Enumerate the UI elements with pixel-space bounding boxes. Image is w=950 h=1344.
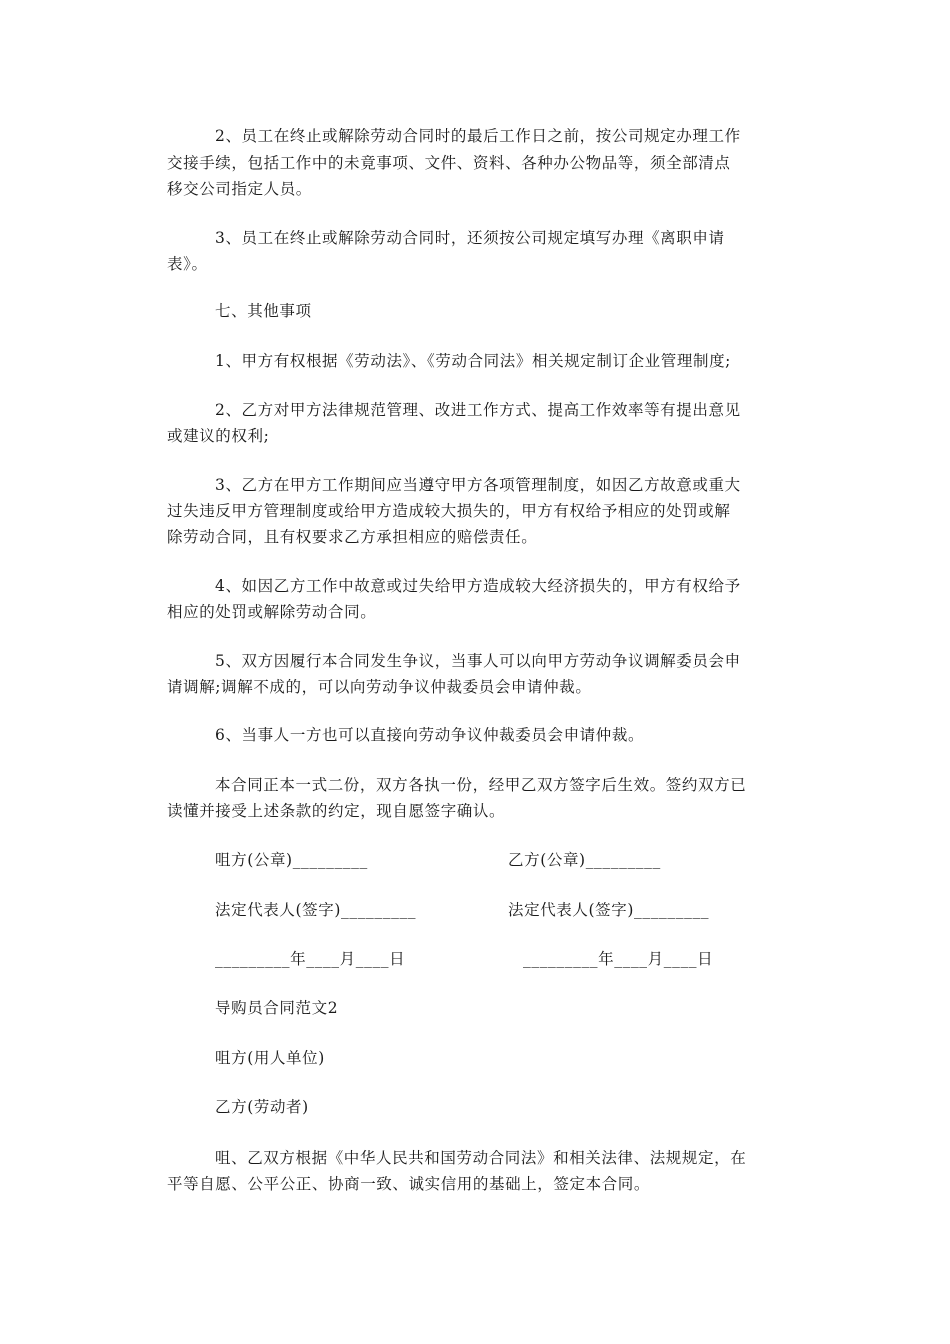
closing-line-2: 读懂并接受上述条款的约定，现自愿签字确认。 [167, 802, 506, 820]
clause-3-line-1: 3、员工在终止或解除劳动合同时，还须按公司规定填写办理《离职申请 [215, 229, 725, 247]
other-clause-3-line-1: 3、乙方在甲方工作期间应当遵守甲方各项管理制度，如因乙方故意或重大 [215, 476, 741, 494]
other-clause-5-line-1: 5、双方因履行本合同发生争议，当事人可以向甲方劳动争议调解委员会申 [215, 652, 741, 670]
other-clause-2-line-2: 或建议的权利; [167, 427, 270, 445]
party-a-representative: 法定代表人(签字)_________ [215, 901, 417, 919]
party-a-seal: 咀方(公章)_________ [215, 851, 368, 869]
other-clause-3-line-2: 过失违反甲方管理制度或给甲方造成较大损失的，甲方有权给予相应的处罚或解 [167, 502, 731, 520]
clause-2-line-2: 交接手续，包括工作中的未竟事项、文件、资料、各种办公物品等，须全部清点 [167, 154, 731, 172]
party-a-employer: 咀方(用人单位) [215, 1049, 325, 1067]
clause-2-line-3: 移交公司指定人员。 [167, 180, 312, 198]
clause-2-line-1: 2、员工在终止或解除劳动合同时的最后工作日之前，按公司规定办理工作 [215, 127, 741, 145]
party-a-date: _________年____月____日 [215, 950, 406, 968]
preamble-line-2: 平等自愿、公平公正、协商一致、诚实信用的基础上，签定本合同。 [167, 1175, 651, 1193]
party-b-seal: 乙方(公章)_________ [508, 851, 661, 869]
other-clause-3-line-3: 除劳动合同，且有权要求乙方承担相应的赔偿责任。 [167, 528, 538, 546]
other-clause-4-line-1: 4、如因乙方工作中故意或过失给甲方造成较大经济损失的，甲方有权给予 [215, 577, 741, 595]
party-b-date: _________年____月____日 [523, 950, 714, 968]
other-clause-2-line-1: 2、乙方对甲方法律规范管理、改进工作方式、提高工作效率等有提出意见 [215, 401, 741, 419]
section-heading-other-matters: 七、其他事项 [215, 302, 312, 320]
party-b-employee: 乙方(劳动者) [215, 1098, 309, 1116]
other-clause-4-line-2: 相应的处罚或解除劳动合同。 [167, 603, 377, 621]
section-title-sample-2: 导购员合同范文2 [215, 999, 339, 1017]
other-clause-5-line-2: 请调解;调解不成的，可以向劳动争议仲裁委员会申请仲裁。 [167, 678, 592, 696]
clause-3-line-2: 表》。 [167, 255, 208, 273]
closing-line-1: 本合同正本一式二份，双方各执一份，经甲乙双方签字后生效。签约双方已 [215, 776, 747, 794]
other-clause-1: 1、甲方有权根据《劳动法》、《劳动合同法》相关规定制订企业管理制度; [215, 352, 731, 370]
party-b-representative: 法定代表人(签字)_________ [508, 901, 710, 919]
preamble-line-1: 咀、乙双方根据《中华人民共和国劳动合同法》和相关法律、法规规定，在 [215, 1149, 747, 1167]
other-clause-6: 6、当事人一方也可以直接向劳动争议仲裁委员会申请仲裁。 [215, 726, 645, 744]
